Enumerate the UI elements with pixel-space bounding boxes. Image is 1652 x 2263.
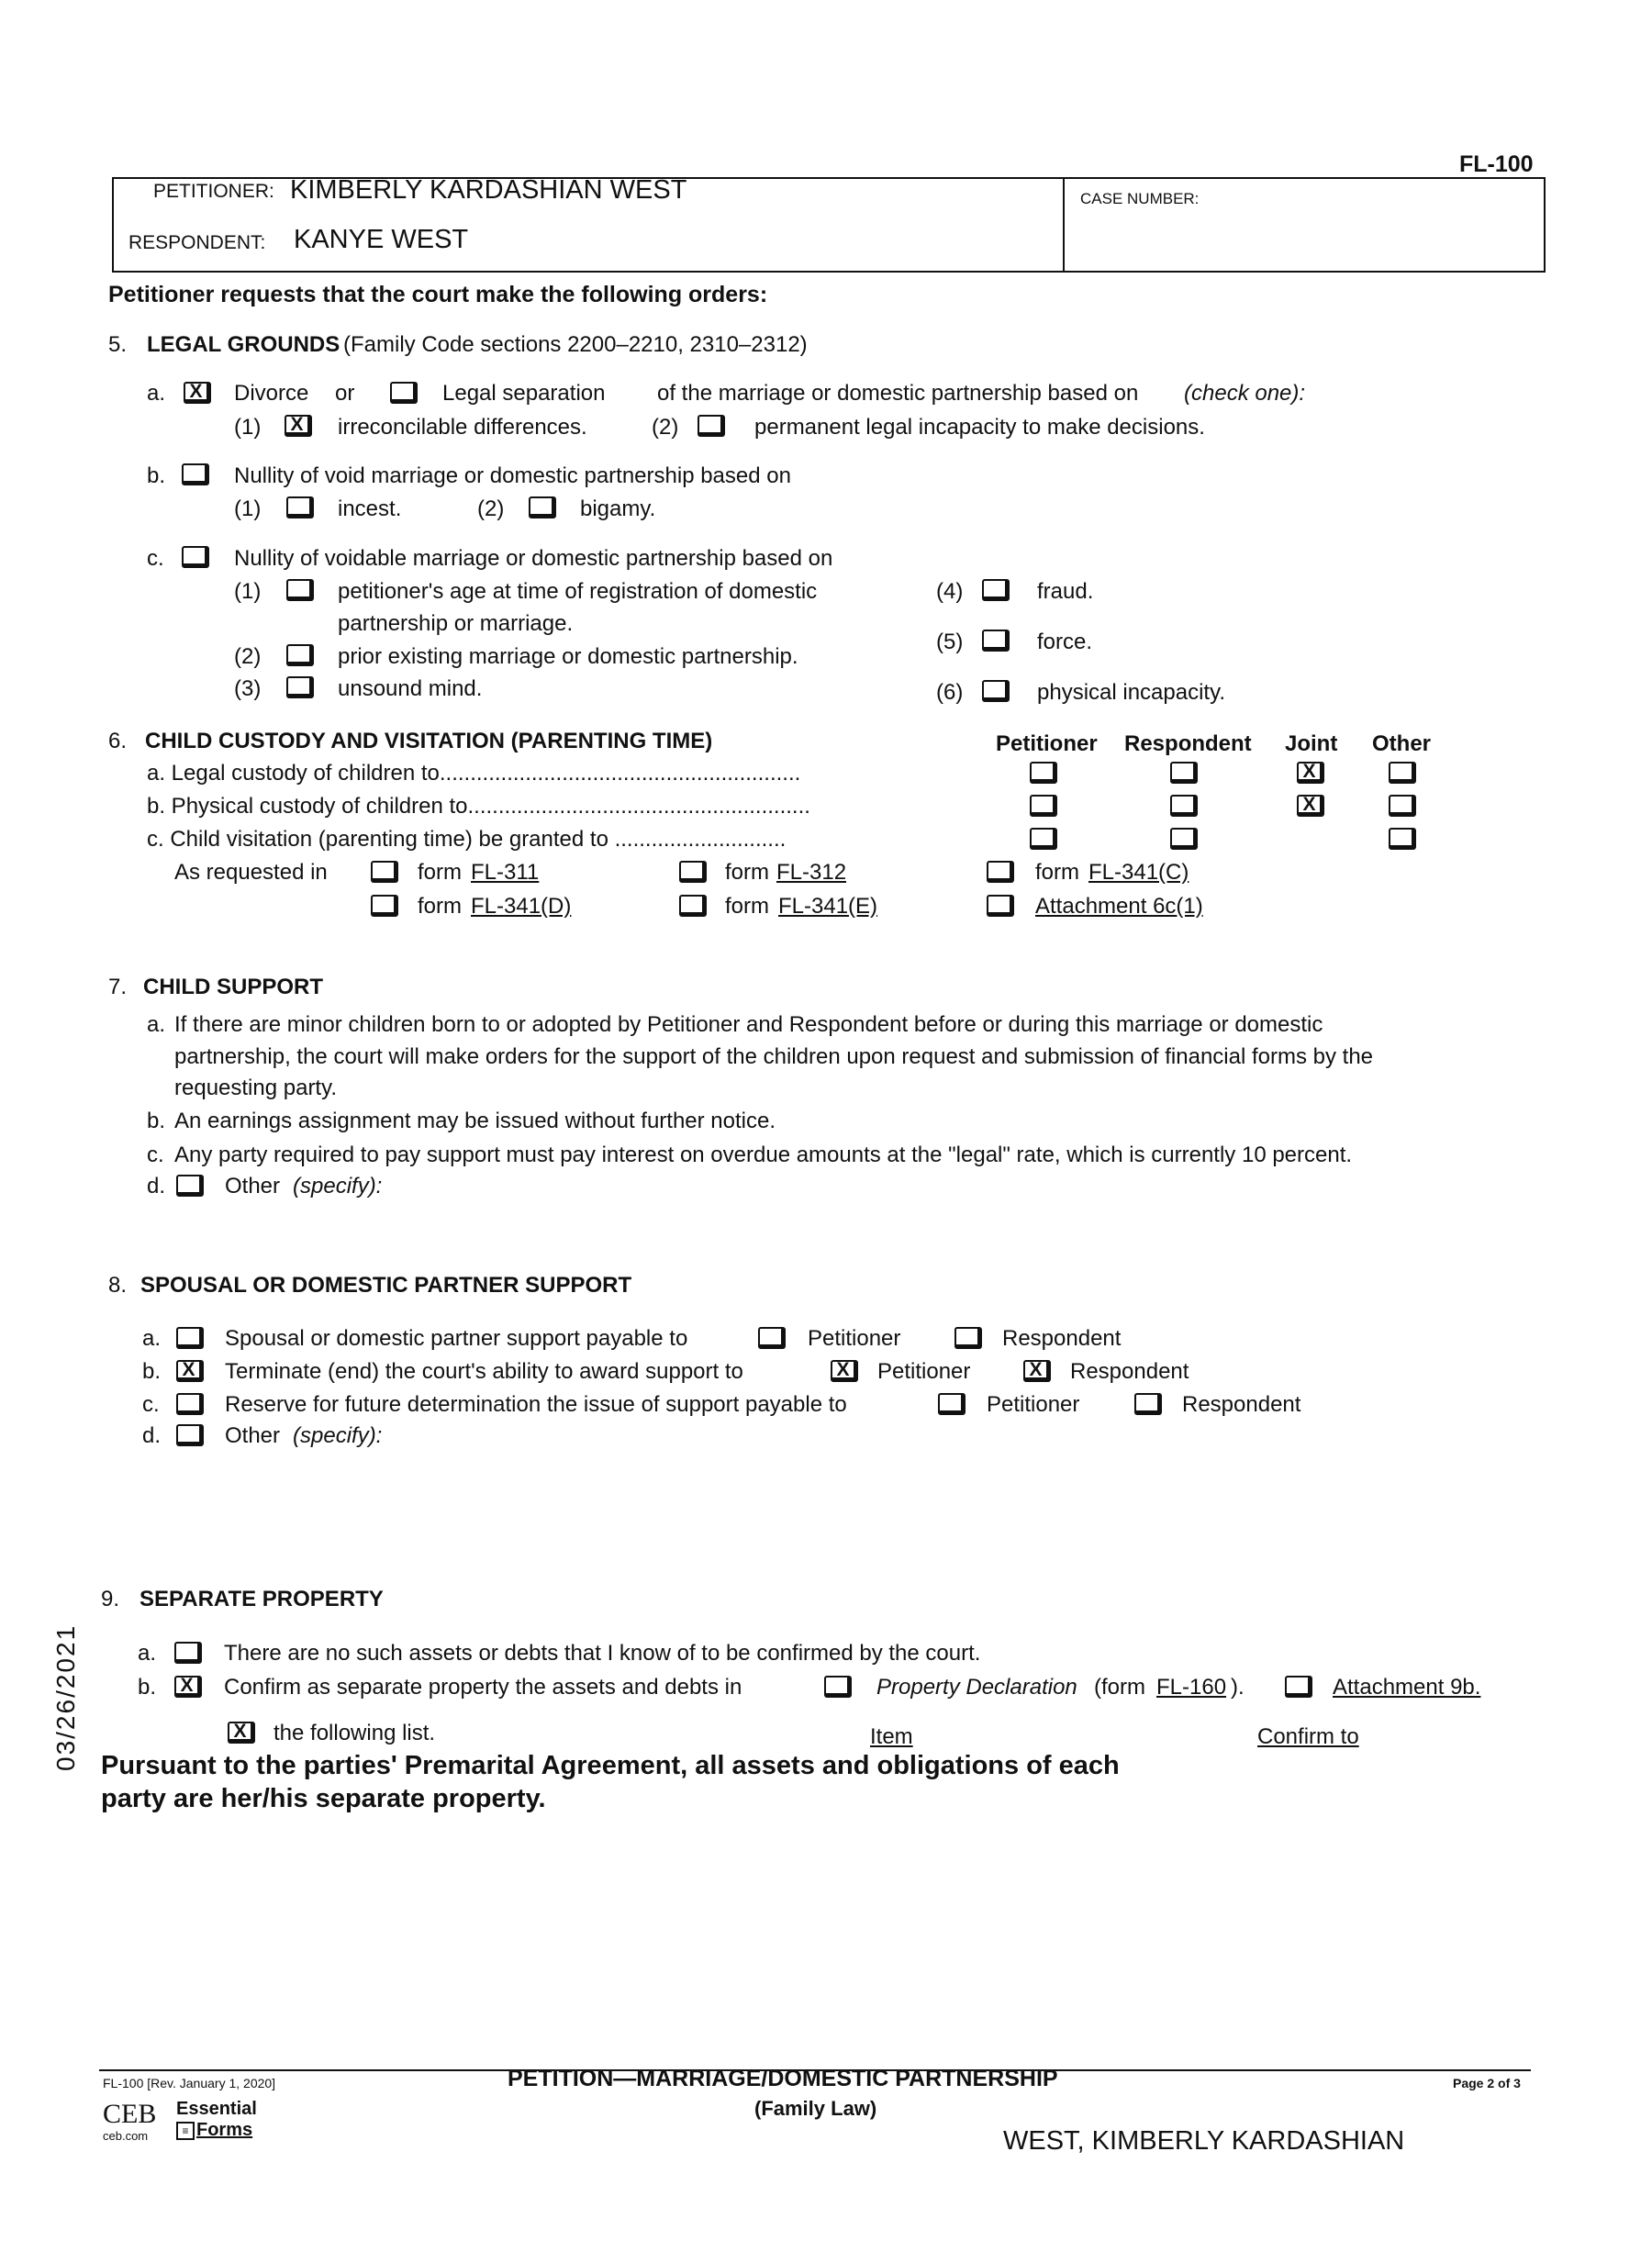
footer-form-rev: FL-100 [Rev. January 1, 2020] <box>103 2076 276 2090</box>
legal-custody-respondent-checkbox[interactable] <box>1170 762 1198 784</box>
s5c2-num: (2) <box>234 644 262 669</box>
property-declaration-checkbox[interactable] <box>824 1676 852 1698</box>
s5c3-num: (3) <box>234 676 262 701</box>
following-list-checkbox[interactable]: X <box>228 1722 255 1744</box>
nullity-void-checkbox[interactable] <box>182 463 209 485</box>
ceb-url: ceb.com <box>103 2129 149 2143</box>
attachment-9b-checkbox[interactable] <box>1285 1676 1312 1698</box>
form-fl341e-checkbox[interactable] <box>679 895 707 917</box>
nullity-voidable-checkbox[interactable] <box>182 546 209 568</box>
s9b-letter: b. <box>138 1675 157 1700</box>
separate-property-text-line2: party are her/his separate property. <box>101 1784 546 1813</box>
child-support-other-checkbox[interactable] <box>176 1175 204 1197</box>
spousal-support-checkbox[interactable] <box>176 1327 204 1349</box>
forms-label: Forms <box>196 2120 253 2140</box>
form-fl341e-word: form <box>725 894 769 919</box>
legal-incapacity-label: permanent legal incapacity to make decisions. <box>754 415 1205 440</box>
s5c4-num: (4) <box>936 579 964 604</box>
attachment-9b-link[interactable]: Attachment 9b. <box>1333 1675 1481 1700</box>
s5b-letter: b. <box>147 463 166 488</box>
physical-custody-other-checkbox[interactable] <box>1389 795 1416 817</box>
footer-subtitle: (Family Law) <box>754 2097 877 2120</box>
forms-icon: ≡ <box>176 2122 195 2140</box>
incest-label: incest. <box>338 496 402 521</box>
divorce-label: Divorce <box>234 381 309 406</box>
form-fl311-link[interactable]: FL-311 <box>471 860 540 885</box>
confirm-separate-label: Confirm as separate property the assets and debts in <box>224 1675 742 1700</box>
reserve-support-checkbox[interactable] <box>176 1393 204 1415</box>
s8c-petitioner-label: Petitioner <box>987 1392 1080 1417</box>
irreconcilable-label: irreconcilable differences. <box>338 415 587 440</box>
s9a-letter: a. <box>138 1641 157 1666</box>
s8a-petitioner-checkbox[interactable] <box>758 1327 786 1349</box>
s9-title: SEPARATE PROPERTY <box>140 1587 384 1611</box>
s8b-petitioner-checkbox[interactable]: X <box>831 1360 858 1382</box>
s8d-other: Other <box>225 1423 281 1448</box>
legal-separation-checkbox[interactable] <box>390 382 418 404</box>
s8a-petitioner-label: Petitioner <box>808 1326 901 1351</box>
nullity-void-label: Nullity of void marriage or domestic partnership based on <box>234 463 791 488</box>
s7-number: 7. <box>108 975 128 999</box>
s8a-respondent-checkbox[interactable] <box>954 1327 982 1349</box>
no-assets-checkbox[interactable] <box>174 1642 202 1664</box>
s7a-line1: If there are minor children born to or adopted by Petitioner and Respondent before or during this marriage or domestic <box>174 1012 1323 1037</box>
physical-incapacity-checkbox[interactable] <box>982 680 1010 702</box>
divorce-checkbox[interactable]: X <box>184 382 211 404</box>
form-fl312-link[interactable]: FL-312 <box>776 860 847 885</box>
form-fl341c-link[interactable]: FL-341(C) <box>1088 860 1189 885</box>
s5b1-num: (1) <box>234 496 262 521</box>
form-fl311-checkbox[interactable] <box>371 861 398 883</box>
attachment-6c1-checkbox[interactable] <box>987 895 1014 917</box>
col-respondent: Respondent <box>1124 731 1252 756</box>
footer-party-name: WEST, KIMBERLY KARDASHIAN <box>1003 2126 1405 2156</box>
s6-number: 6. <box>108 729 128 753</box>
s7b-text: An earnings assignment may be issued without further notice. <box>174 1109 776 1133</box>
ceb-logo: CEB <box>103 2099 157 2129</box>
legal-custody-petitioner-checkbox[interactable] <box>1030 762 1057 784</box>
s6a-label: a. Legal custody of children to........................................................... <box>147 761 801 786</box>
s7-title: CHILD SUPPORT <box>143 975 324 999</box>
physical-custody-respondent-checkbox[interactable] <box>1170 795 1198 817</box>
visitation-respondent-checkbox[interactable] <box>1170 828 1198 850</box>
petitioner-age-label-cont: partnership or marriage. <box>338 611 574 636</box>
form-fl341c-word: form <box>1035 860 1079 885</box>
spousal-support-label: Spousal or domestic partner support payable to <box>225 1326 688 1351</box>
spousal-other-checkbox[interactable] <box>176 1424 204 1446</box>
s6-title: CHILD CUSTODY AND VISITATION (PARENTING TIME) <box>145 729 713 753</box>
s8-title: SPOUSAL OR DOMESTIC PARTNER SUPPORT <box>140 1273 632 1298</box>
no-assets-label: There are no such assets or debts that I know of to be confirmed by the court. <box>224 1641 981 1666</box>
s8c-respondent-label: Respondent <box>1182 1392 1301 1417</box>
case-number-label: CASE NUMBER: <box>1080 190 1200 207</box>
form-fl341c-checkbox[interactable] <box>987 861 1014 883</box>
force-checkbox[interactable] <box>982 630 1010 652</box>
petitioner-age-checkbox[interactable] <box>286 579 314 601</box>
s5a-suffix: of the marriage or domestic partnership based on <box>657 381 1139 406</box>
terminate-support-checkbox[interactable]: X <box>176 1360 204 1382</box>
s5c5-num: (5) <box>936 630 964 654</box>
col-joint: Joint <box>1285 731 1338 756</box>
or-label: or <box>335 381 355 406</box>
property-declaration-form-close: ). <box>1231 1675 1245 1700</box>
fraud-checkbox[interactable] <box>982 579 1010 601</box>
filing-date-stamp: 03/26/2021 <box>51 1623 80 1771</box>
col-petitioner: Petitioner <box>996 731 1098 756</box>
legal-separation-label: Legal separation <box>442 381 606 406</box>
s5a1-num: (1) <box>234 415 262 440</box>
legal-incapacity-checkbox[interactable] <box>698 415 725 437</box>
s5c-letter: c. <box>147 546 164 571</box>
legal-custody-other-checkbox[interactable] <box>1389 762 1416 784</box>
nullity-voidable-label: Nullity of voidable marriage or domestic partnership based on <box>234 546 833 571</box>
petitioner-label: PETITIONER: <box>153 181 274 202</box>
physical-incapacity-label: physical incapacity. <box>1037 680 1225 705</box>
s8d-specify: (specify): <box>293 1423 383 1448</box>
s8d-letter: d. <box>142 1423 162 1448</box>
confirm-to-column-header: Confirm to <box>1257 1724 1359 1749</box>
s9-number: 9. <box>101 1587 120 1611</box>
s7a-line3: requesting party. <box>174 1076 337 1100</box>
irreconcilable-checkbox[interactable]: X <box>285 415 312 437</box>
s8a-letter: a. <box>142 1326 162 1351</box>
form-fl341e-link[interactable]: FL-341(E) <box>778 894 878 919</box>
s8b-letter: b. <box>142 1359 162 1384</box>
s6b-label: b. Physical custody of children to........................................................ <box>147 794 810 819</box>
prior-marriage-checkbox[interactable] <box>286 644 314 666</box>
s5c6-num: (6) <box>936 680 964 705</box>
check-one-note: (check one): <box>1184 381 1306 406</box>
visitation-petitioner-checkbox[interactable] <box>1030 828 1057 850</box>
s8-number: 8. <box>108 1273 128 1298</box>
prior-marriage-label: prior existing marriage or domestic partnership. <box>338 644 798 669</box>
legal-custody-joint-checkbox[interactable]: X <box>1297 762 1324 784</box>
respondent-label: RESPONDENT: <box>128 232 266 253</box>
s8b-respondent-label: Respondent <box>1070 1359 1189 1384</box>
s8c-petitioner-checkbox[interactable] <box>938 1393 966 1415</box>
s8b-respondent-checkbox[interactable]: X <box>1023 1360 1051 1382</box>
physical-custody-joint-checkbox[interactable]: X <box>1297 795 1324 817</box>
footer-title: PETITION—MARRIAGE/DOMESTIC PARTNERSHIP <box>508 2066 1058 2091</box>
as-requested-label: As requested in <box>174 860 328 885</box>
form-id: FL-100 <box>1459 151 1534 177</box>
s7d-other: Other <box>225 1174 281 1198</box>
form-fl311-word: form <box>418 860 462 885</box>
s7c-letter: c. <box>147 1143 164 1167</box>
item-column-header: Item <box>870 1724 913 1749</box>
s5a-letter: a. <box>147 381 166 406</box>
unsound-mind-checkbox[interactable] <box>286 676 314 698</box>
attachment-6c1-link[interactable]: Attachment 6c(1) <box>1035 894 1203 919</box>
s6c-label: c. Child visitation (parenting time) be granted to ............................ <box>147 827 787 852</box>
s7c-text: Any party required to pay support must pay interest on overdue amounts at the "legal" rate, which is currently 10 percent. <box>174 1143 1353 1167</box>
col-other: Other <box>1372 731 1432 756</box>
s5-title-ref: (Family Code sections 2200–2210, 2310–2312) <box>343 332 808 357</box>
s5b2-num: (2) <box>477 496 505 521</box>
s5a2-num: (2) <box>652 415 679 440</box>
s7b-letter: b. <box>147 1109 166 1133</box>
form-fl341d-checkbox[interactable] <box>371 895 398 917</box>
form-fl312-word: form <box>725 860 769 885</box>
form-fl160-link[interactable]: FL-160 <box>1156 1675 1227 1700</box>
bigamy-label: bigamy. <box>580 496 656 521</box>
s5-title: LEGAL GROUNDS <box>147 332 340 357</box>
s8c-letter: c. <box>142 1392 160 1417</box>
essential-label: Essential <box>176 2099 257 2119</box>
s5c1-num: (1) <box>234 579 262 604</box>
separate-property-text-line1: Pursuant to the parties' Premarital Agreement, all assets and obligations of each <box>101 1751 1120 1780</box>
caption-divider <box>1063 177 1065 271</box>
property-declaration-form-open: (form <box>1094 1675 1145 1700</box>
petitioner-age-label: petitioner's age at time of registration of domestic <box>338 579 818 604</box>
footer-page-number: Page 2 of 3 <box>1453 2076 1521 2090</box>
bigamy-checkbox[interactable] <box>529 496 556 518</box>
s5-number: 5. <box>108 332 128 357</box>
reserve-support-label: Reserve for future determination the issue of support payable to <box>225 1392 847 1417</box>
s7a-line2: partnership, the court will make orders for the support of the children upon request and submission of financial forms by the <box>174 1044 1374 1069</box>
s7a-letter: a. <box>147 1012 166 1037</box>
terminate-support-label: Terminate (end) the court's ability to award support to <box>225 1359 743 1384</box>
s7d-specify: (specify): <box>293 1174 383 1198</box>
s8b-petitioner-label: Petitioner <box>877 1359 971 1384</box>
unsound-mind-label: unsound mind. <box>338 676 483 701</box>
s8a-respondent-label: Respondent <box>1002 1326 1122 1351</box>
fraud-label: fraud. <box>1037 579 1094 604</box>
form-fl341d-link[interactable]: FL-341(D) <box>471 894 572 919</box>
confirm-separate-checkbox[interactable]: X <box>174 1676 202 1698</box>
respondent-name: KANYE WEST <box>294 225 469 254</box>
intro-text: Petitioner requests that the court make the following orders: <box>108 282 768 307</box>
following-list-label: the following list. <box>273 1721 436 1745</box>
force-label: force. <box>1037 630 1093 654</box>
form-fl312-checkbox[interactable] <box>679 861 707 883</box>
physical-custody-petitioner-checkbox[interactable] <box>1030 795 1057 817</box>
visitation-other-checkbox[interactable] <box>1389 828 1416 850</box>
s8c-respondent-checkbox[interactable] <box>1134 1393 1162 1415</box>
property-declaration-label: Property Declaration <box>876 1675 1077 1700</box>
s7d-letter: d. <box>147 1174 166 1198</box>
incest-checkbox[interactable] <box>286 496 314 518</box>
form-fl341d-word: form <box>418 894 462 919</box>
petitioner-name: KIMBERLY KARDASHIAN WEST <box>290 175 687 205</box>
